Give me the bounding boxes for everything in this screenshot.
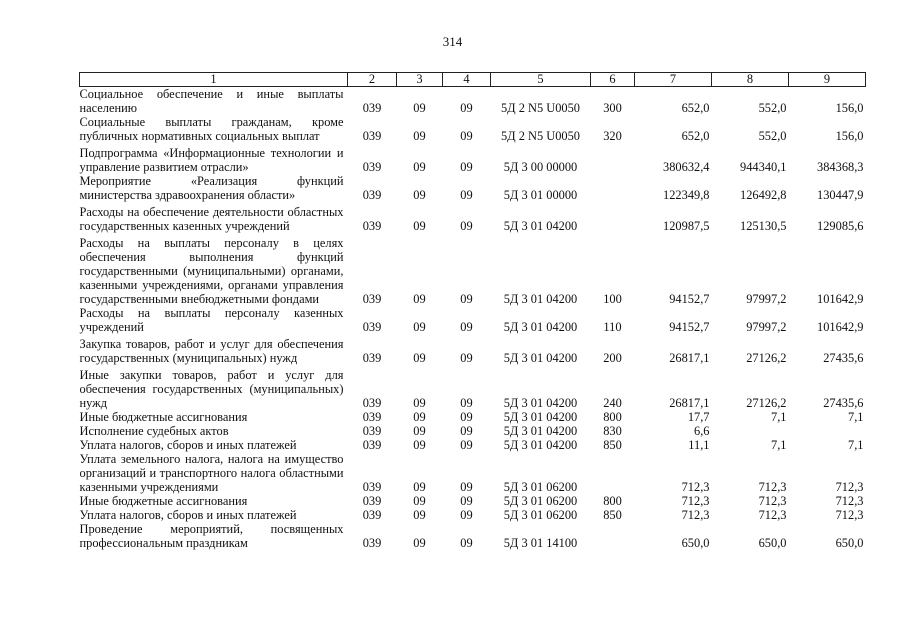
- table-row: [80, 87, 866, 116]
- expense-type-code: [591, 174, 635, 205]
- budget-item-name: Расходы на выплаты персоналу в целях обеспечения выполнения функций государственными (муниципальными) органами, казенными учреждениями, органами управления государственными внебюджетными фондами: [79, 236, 344, 306]
- expense-type-code: 300: [603, 101, 622, 115]
- target-article-code: 5Д 3 01 06200: [503, 508, 578, 522]
- amount-year-3: 101642,9: [817, 292, 864, 306]
- target-article-code: 5Д 3 01 04200: [503, 351, 578, 365]
- target-article-code: 5Д 3 01 04200: [503, 292, 578, 306]
- ministry-code: 039: [362, 129, 382, 143]
- target-article-code: 5Д 2 N5 U0050: [500, 101, 580, 115]
- ministry-code: 039: [362, 438, 382, 452]
- subsection-code: 09: [460, 219, 473, 233]
- subsection-code: 09: [460, 351, 473, 365]
- amount-year-2: 27126,2: [746, 396, 787, 410]
- amount-year-3: 27435,6: [823, 396, 864, 410]
- target-article-code: 5Д 3 01 04200: [503, 410, 578, 424]
- amount-year-3: 7,1: [848, 438, 864, 452]
- expense-type-code: 800: [603, 494, 622, 508]
- budget-item-name: Уплата земельного налога, налога на имущество организаций и транспортного налога областными казенными учреждениями: [79, 452, 344, 494]
- page-number: 314: [442, 34, 463, 49]
- target-article-code: 5Д 3 01 04200: [503, 424, 578, 438]
- ministry-code: 039: [362, 536, 382, 550]
- amount-year-2: 97997,2: [746, 292, 787, 306]
- amount-year-1: 26817,1: [669, 351, 710, 365]
- amount-year-2: 552,0: [758, 129, 787, 143]
- amount-year-2: 125130,5: [740, 219, 787, 233]
- amount-year-2: 650,0: [758, 536, 787, 550]
- expense-type-code: 830: [603, 424, 622, 438]
- expense-type-code: 800: [603, 410, 622, 424]
- expense-type-code: 850: [603, 508, 622, 522]
- amount-year-3: 7,1: [848, 410, 864, 424]
- budget-item-name: Расходы на выплаты персоналу казенных учреждений: [79, 306, 344, 334]
- target-article-code: 5Д 3 01 00000: [503, 188, 578, 202]
- column-header: 3: [397, 73, 443, 87]
- subsection-code: 09: [460, 508, 473, 522]
- budget-item-name: Социальные выплаты гражданам, кроме публичных нормативных социальных выплат: [79, 115, 344, 143]
- target-article-code: 5Д 3 01 04200: [503, 438, 578, 452]
- amount-year-1: 94152,7: [669, 320, 710, 334]
- amount-year-3: 27435,6: [823, 351, 864, 365]
- expense-type-code: [591, 205, 635, 236]
- header-row: [80, 73, 866, 87]
- ministry-code: 039: [362, 292, 382, 306]
- budget-table: [79, 72, 866, 550]
- table-row: [80, 205, 866, 236]
- amount-year-3: 384368,3: [817, 160, 864, 174]
- column-header: 6: [591, 73, 635, 87]
- amount-year-1: 120987,5: [663, 219, 710, 233]
- column-header: 8: [712, 73, 789, 87]
- table-row: [80, 146, 866, 174]
- amount-year-3: 712,3: [835, 480, 864, 494]
- amount-year-3: 130447,9: [817, 188, 864, 202]
- amount-year-2: 27126,2: [746, 351, 787, 365]
- table-row: [80, 174, 866, 205]
- table-row: [80, 438, 866, 452]
- amount-year-1: 26817,1: [669, 396, 710, 410]
- column-header: 2: [348, 73, 397, 87]
- ministry-code: 039: [362, 101, 382, 115]
- amount-year-3: 156,0: [835, 129, 864, 143]
- section-code: 09: [413, 438, 426, 452]
- amount-year-1: 17,7: [687, 410, 710, 424]
- column-header: 7: [635, 73, 712, 87]
- section-code: 09: [413, 480, 426, 494]
- table-row: [80, 522, 866, 550]
- ministry-code: 039: [362, 396, 382, 410]
- section-code: 09: [413, 101, 426, 115]
- section-code: 09: [413, 129, 426, 143]
- expense-type-code: [591, 146, 635, 174]
- section-code: 09: [413, 219, 426, 233]
- table-row: [80, 452, 866, 494]
- subsection-code: 09: [460, 396, 473, 410]
- table-row: [80, 494, 866, 508]
- column-header: 1: [80, 73, 348, 87]
- amount-year-1: 712,3: [681, 494, 710, 508]
- budget-item-name: Иные бюджетные ассигнования: [79, 494, 248, 508]
- budget-item-name: Исполнение судебных актов: [79, 424, 229, 438]
- amount-year-2: 712,3: [758, 508, 787, 522]
- amount-year-1: 712,3: [681, 508, 710, 522]
- budget-item-name: Иные закупки товаров, работ и услуг для обеспечения государственных (муниципальных) нужд: [79, 368, 344, 410]
- amount-year-1: 6,6: [694, 424, 710, 438]
- ministry-code: 039: [362, 508, 382, 522]
- amount-year-3: 101642,9: [817, 320, 864, 334]
- section-code: 09: [413, 536, 426, 550]
- amount-year-1: 94152,7: [669, 292, 710, 306]
- target-article-code: 5Д 3 01 04200: [503, 219, 578, 233]
- subsection-code: 09: [460, 480, 473, 494]
- table-row: [80, 306, 866, 337]
- amount-year-1: 11,1: [688, 438, 710, 452]
- ministry-code: 039: [362, 188, 382, 202]
- ministry-code: 039: [362, 320, 382, 334]
- expense-type-code: [591, 452, 635, 494]
- table-row: [80, 410, 866, 424]
- ministry-code: 039: [362, 219, 382, 233]
- section-code: 09: [413, 410, 426, 424]
- section-code: 09: [413, 351, 426, 365]
- budget-item-name: Мероприятие «Реализация функций министерства здравоохранения области»: [79, 174, 344, 202]
- expense-type-code: 240: [603, 396, 622, 410]
- budget-item-name: Расходы на обеспечение деятельности областных государственных казенных учреждений: [79, 205, 344, 233]
- table-row: [80, 115, 866, 146]
- subsection-code: 09: [460, 424, 473, 438]
- subsection-code: 09: [460, 410, 473, 424]
- section-code: 09: [413, 160, 426, 174]
- budget-item-name: Закупка товаров, работ и услуг для обеспечения государственных (муниципальных) нужд: [79, 337, 344, 365]
- section-code: 09: [413, 508, 426, 522]
- section-code: 09: [413, 320, 426, 334]
- subsection-code: 09: [460, 129, 473, 143]
- budget-item-name: Социальное обеспечение и иные выплаты населению: [79, 87, 344, 115]
- amount-year-3: [789, 424, 866, 438]
- amount-year-2: 944340,1: [740, 160, 787, 174]
- budget-item-name: Уплата налогов, сборов и иных платежей: [79, 438, 297, 452]
- subsection-code: 09: [460, 494, 473, 508]
- budget-item-name: Уплата налогов, сборов и иных платежей: [79, 508, 297, 522]
- budget-item-name: Подпрограмма «Информационные технологии и управление развитием отрасли»: [79, 146, 344, 174]
- amount-year-1: 380632,4: [663, 160, 710, 174]
- target-article-code: 5Д 2 N5 U0050: [500, 129, 580, 143]
- amount-year-3: 156,0: [835, 101, 864, 115]
- section-code: 09: [413, 424, 426, 438]
- amount-year-2: 126492,8: [740, 188, 787, 202]
- subsection-code: 09: [460, 438, 473, 452]
- budget-item-name: Иные бюджетные ассигнования: [79, 410, 248, 424]
- expense-type-code: 850: [603, 438, 622, 452]
- expense-type-code: 100: [603, 292, 622, 306]
- target-article-code: 5Д 3 01 04200: [503, 396, 578, 410]
- table-row: [80, 337, 866, 368]
- table-row: [80, 236, 866, 306]
- amount-year-2: 7,1: [771, 410, 787, 424]
- section-code: 09: [413, 292, 426, 306]
- expense-type-code: 110: [603, 320, 622, 334]
- amount-year-1: 652,0: [681, 129, 710, 143]
- section-code: 09: [413, 494, 426, 508]
- subsection-code: 09: [460, 536, 473, 550]
- amount-year-3: 712,3: [835, 508, 864, 522]
- ministry-code: 039: [362, 160, 382, 174]
- target-article-code: 5Д 3 01 14100: [503, 536, 578, 550]
- column-header: 5: [491, 73, 591, 87]
- amount-year-2: 552,0: [758, 101, 787, 115]
- expense-type-code: 320: [603, 129, 622, 143]
- subsection-code: 09: [460, 188, 473, 202]
- table-row: [80, 508, 866, 522]
- table-row: [80, 368, 866, 410]
- amount-year-1: 650,0: [681, 536, 710, 550]
- amount-year-1: 122349,8: [663, 188, 710, 202]
- subsection-code: 09: [460, 320, 473, 334]
- target-article-code: 5Д 3 01 04200: [503, 320, 578, 334]
- subsection-code: 09: [460, 160, 473, 174]
- amount-year-1: 652,0: [681, 101, 710, 115]
- ministry-code: 039: [362, 410, 382, 424]
- amount-year-3: 129085,6: [817, 219, 864, 233]
- budget-item-name: Проведение мероприятий, посвященных профессиональным праздникам: [79, 522, 344, 550]
- target-article-code: 5Д 3 01 06200: [503, 494, 578, 508]
- target-article-code: 5Д 3 00 00000: [503, 160, 578, 174]
- expense-type-code: 200: [603, 351, 622, 365]
- amount-year-2: 7,1: [771, 438, 787, 452]
- column-header: 9: [789, 73, 866, 87]
- ministry-code: 039: [362, 480, 382, 494]
- column-header: 4: [443, 73, 491, 87]
- ministry-code: 039: [362, 351, 382, 365]
- section-code: 09: [413, 188, 426, 202]
- amount-year-3: 712,3: [835, 494, 864, 508]
- amount-year-1: 712,3: [681, 480, 710, 494]
- table-row: [80, 424, 866, 438]
- amount-year-2: 712,3: [758, 494, 787, 508]
- amount-year-2: [712, 424, 789, 438]
- target-article-code: 5Д 3 01 06200: [503, 480, 578, 494]
- section-code: 09: [413, 396, 426, 410]
- amount-year-2: 97997,2: [746, 320, 787, 334]
- amount-year-3: 650,0: [835, 536, 864, 550]
- subsection-code: 09: [460, 292, 473, 306]
- amount-year-2: 712,3: [758, 480, 787, 494]
- expense-type-code: [591, 522, 635, 550]
- ministry-code: 039: [362, 424, 382, 438]
- subsection-code: 09: [460, 101, 473, 115]
- ministry-code: 039: [362, 494, 382, 508]
